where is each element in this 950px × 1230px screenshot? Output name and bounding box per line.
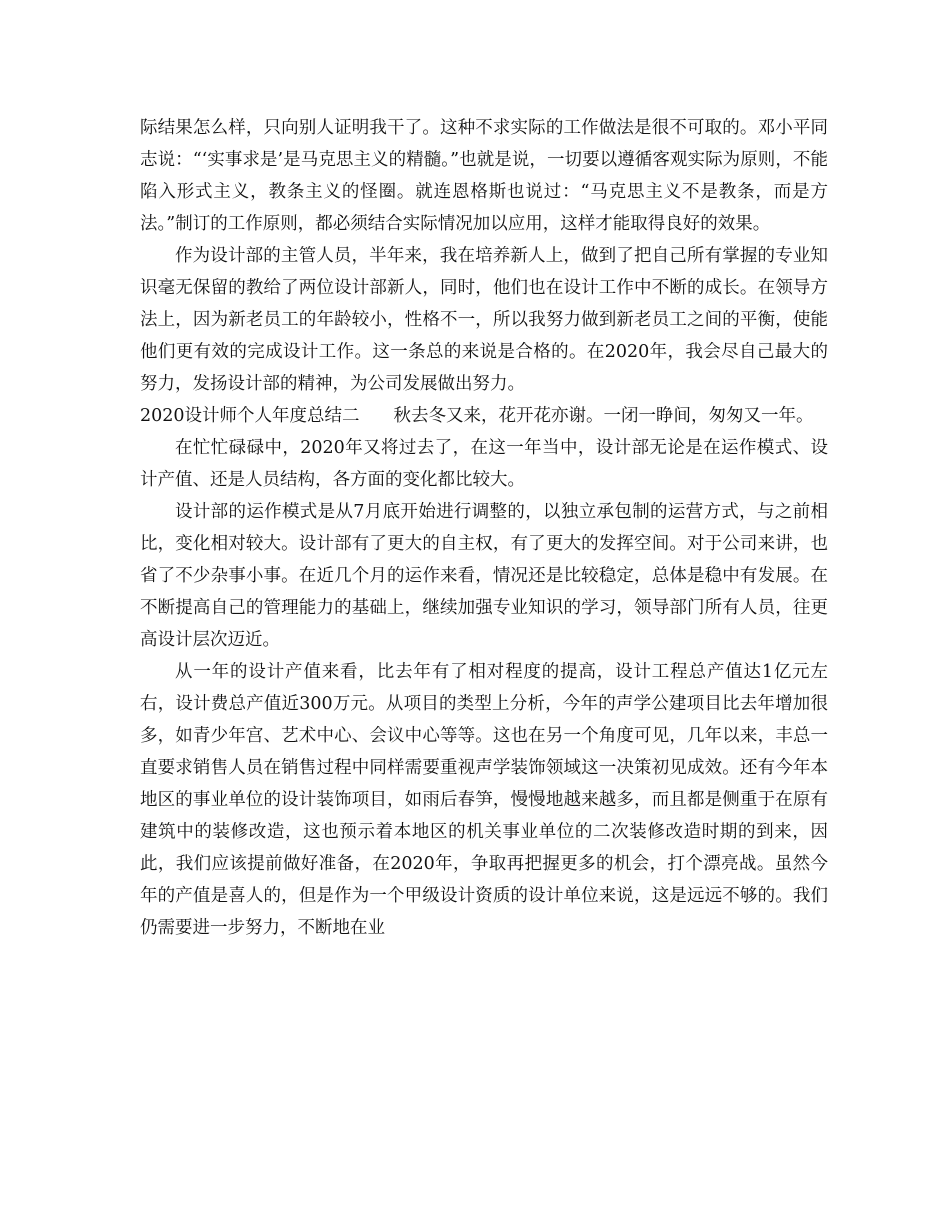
document-page: [140, 112, 828, 944]
paragraph-section-title: [140, 400, 828, 432]
paragraph-design-output: 从一年的设计产值来看，比去年有了相对程度的提高，设计工程总产值达1亿元左右，设计费总产值近300万元。从项目的类型上分析，今年的声学公建项目比去年增加很多，如青少年宫、艺术中心、会议中心等等。这也在另一个角度可见，几年以来，丰总一直要求销售人员在销售过程中同样需要重视声学装饰领域这一决策初见成效。还有今年本地区的事业单位的设计装饰项目，如雨后春笋，慢慢地越来越多，而且都是侧重于在原有建筑中的装修改造，这也预示着本地区的机关事业单位的二次装修改造时期的到来，因此，我们应该提前做好准备，在2020年，争取再把握更多的机会，打个漂亮战。虽然今年的产值是喜人的，但是作为一个甲级设计资质的设计单位来说，这是远远不够的。我们仍需要进一步努力，不断地在业: [140, 662, 828, 938]
paragraph-operating-model: 设计部的运作模式是从7月底开始进行调整的，以独立承包制的运营方式，与之前相比，变化相对较大。设计部有了更大的自主权，有了更大的发挥空间。对于公司来讲，也省了不少杂事小事。在近几个月的运作来看，情况还是比较稳定，总体是稳中有发展。在不断提高自己的管理能力的基础上，继续加强专业知识的学习，领导部门所有人员，往更高设计层次迈近。: [140, 502, 828, 650]
section-title: 2020设计师个人年度总结二: [140, 406, 360, 426]
paragraph-supervisor-summary: 作为设计部的主管人员，半年来，我在培养新人上，做到了把自己所有掌握的专业知识毫无保留的教给了两位设计部新人，同时，他们也在设计工作中不断的成长。在领导方法上，因为新老员工的年龄较小，性格不一，所以我努力做到新老员工之间的平衡，使能他们更有效的完成设计工作。这一条总的来说是合格的。在2020年，我会尽自己最大的努力，发扬设计部的精神，为公司发展做出努力。: [140, 246, 828, 394]
paragraph-continuation: 际结果怎么样，只向别人证明我干了。这种不求实际的工作做法是很不可取的。邓小平同志说：“‘实事求是’是马克思主义的精髓。”也就是说，一切要以遵循客观实际为原则，不能陷入形式主义，教条主义的怪圈。就连恩格斯也说过：“马克思主义不是教条，而是方法。”制订的工作原则，都必须结合实际情况加以应用，这样才能取得良好的效果。: [140, 118, 828, 234]
section-intro-text: 秋去冬又来，花开花亦谢。一闭一睁间，匆匆又一年。: [393, 406, 814, 426]
paragraph-year-overview: 在忙忙碌碌中，2020年又将过去了，在这一年当中，设计部无论是在运作模式、设计产值、还是人员结构，各方面的变化都比较大。: [140, 438, 828, 490]
